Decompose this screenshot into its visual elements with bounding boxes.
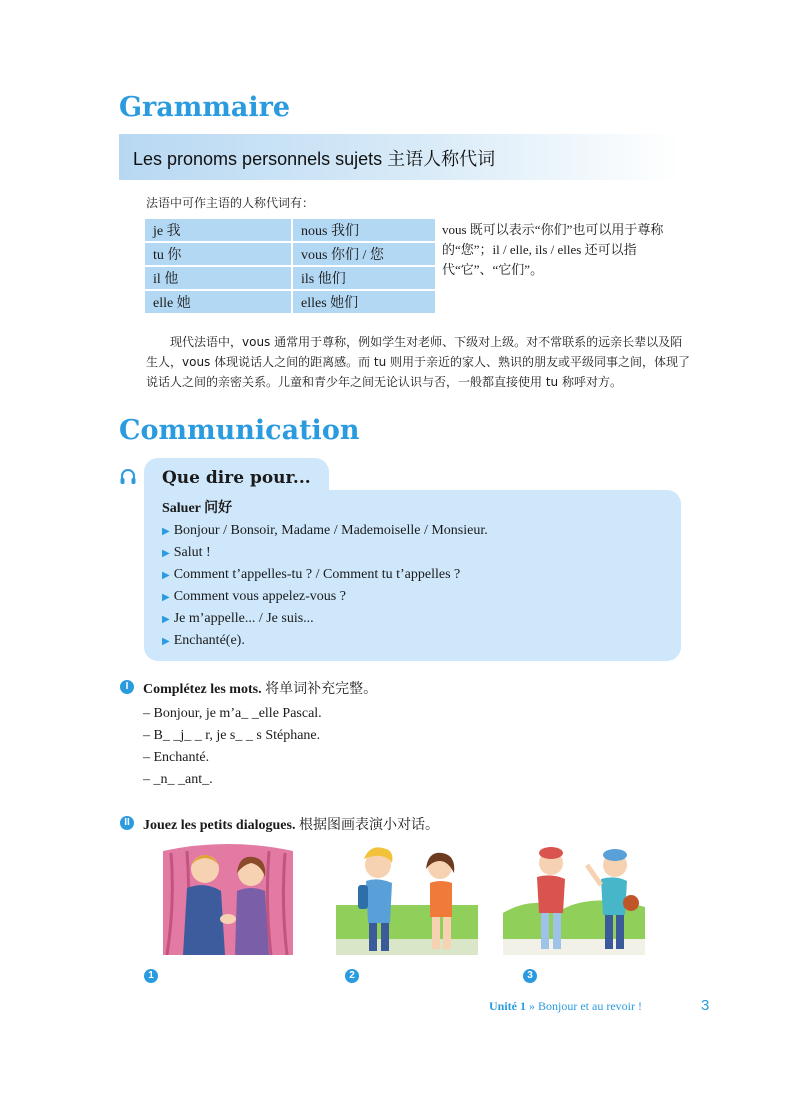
phrase-text: Comment t’appelles-tu ? / Comment tu t’appelles ? — [173, 567, 461, 582]
footer-unit: Unité 1 — [489, 999, 526, 1013]
triangle-bullet-icon: ▶ — [162, 548, 170, 559]
table-row — [144, 242, 436, 266]
exercise1-title-fr: Complétez les mots. — [143, 682, 262, 697]
exercise1-title-cn: 将单词补充完整。 — [261, 682, 378, 697]
section-title: Saluer 问好 — [162, 501, 233, 516]
triangle-bullet-icon: ▶ — [162, 614, 170, 625]
list-item — [162, 542, 488, 564]
table-row — [144, 218, 436, 242]
exercise-number-badge: I — [120, 680, 134, 694]
phrase-text: Bonjour / Bonsoir, Madame / Mademoiselle / Monsieur. — [173, 523, 488, 538]
phrase-text: Je m’appelle... / Je suis... — [173, 611, 314, 626]
table-cell: je 我 — [144, 218, 292, 242]
list-item — [162, 520, 488, 542]
handshake-illustration — [157, 843, 299, 955]
phrase-text: Comment vous appelez-vous ? — [173, 589, 346, 604]
intro-text: 法语中可作主语的人称代词有： — [146, 196, 315, 210]
table-cell: nous 我们 — [292, 218, 436, 242]
list-item — [162, 608, 488, 630]
exercise-line: – _n_ _ant_. — [143, 772, 213, 787]
triangle-bullet-icon: ▶ — [162, 636, 170, 647]
phrase-panel — [144, 490, 681, 661]
park-greeting-illustration — [336, 843, 478, 955]
list-item — [162, 564, 488, 586]
footer-separator: » — [526, 999, 538, 1013]
grammar-paragraph: 现代法语中，vous 通常用于尊称，例如学生对老师、下级对上级。对不常联系的远亲长辈以及陌生人，vous 体现说话人之间的距离感。而 tu 则用于亲近的家人、熟识的朋友或平级同事之间，体现了说话人之间的亲密关系。儿童和青少年之间无论认识与否，一般都直接使用 tu 称呼对方。 — [146, 335, 691, 389]
exercise-line: – Enchanté. — [143, 750, 210, 765]
table-cell: il 他 — [144, 266, 292, 290]
list-item — [162, 630, 488, 652]
phrase-list — [162, 498, 488, 652]
exercise-number-badge: II — [120, 816, 134, 830]
exercise-line: – B_ _j_ _ r, je s_ _ s Stéphane. — [143, 728, 321, 743]
exercise1-lines — [143, 703, 322, 791]
banner-title: Les pronoms personnels sujets 主语人称代词 — [133, 149, 496, 169]
communication-heading: Communication — [119, 415, 360, 446]
list-item — [162, 586, 488, 608]
table-row — [144, 290, 436, 314]
table-cell: tu 你 — [144, 242, 292, 266]
table-cell: elles 她们 — [292, 290, 436, 314]
pronoun-table — [143, 217, 437, 315]
exercise2-title-cn: 根据图画表演小对话。 — [295, 818, 439, 833]
triangle-bullet-icon: ▶ — [162, 570, 170, 581]
picture-number-badge: 2 — [345, 969, 359, 983]
triangle-bullet-icon: ▶ — [162, 526, 170, 537]
phrase-text: Enchanté(e). — [173, 633, 245, 648]
picture-number-badge: 3 — [523, 969, 537, 983]
table-row — [144, 266, 436, 290]
footer-title: Bonjour et au revoir ! — [538, 999, 642, 1013]
picture-number-badge: 1 — [144, 969, 158, 983]
grammar-heading: Grammaire — [119, 92, 291, 123]
table-cell: elle 她 — [144, 290, 292, 314]
vous-note: vous 既可以表示“你们”也可以用于尊称的“您”；il / elle, ils / elles 还可以指代“它”、“它们”。 — [442, 222, 664, 277]
triangle-bullet-icon: ▶ — [162, 592, 170, 603]
exercise1-title — [143, 678, 377, 698]
phrase-text: Salut ! — [173, 545, 211, 560]
exercise2-title — [143, 814, 439, 834]
table-cell: ils 他们 — [292, 266, 436, 290]
table-cell: vous 你们 / 您 — [292, 242, 436, 266]
exercise2-title-fr: Jouez les petits dialogues. — [143, 818, 296, 833]
tab-title: Que dire pour... — [162, 468, 311, 488]
boys-waving-illustration — [503, 843, 645, 955]
page-number: 3 — [701, 997, 710, 1014]
headphones-icon — [119, 468, 137, 491]
page-footer — [489, 999, 642, 1014]
section-banner — [119, 134, 680, 180]
exercise-line: – Bonjour, je m’a_ _elle Pascal. — [143, 706, 322, 721]
